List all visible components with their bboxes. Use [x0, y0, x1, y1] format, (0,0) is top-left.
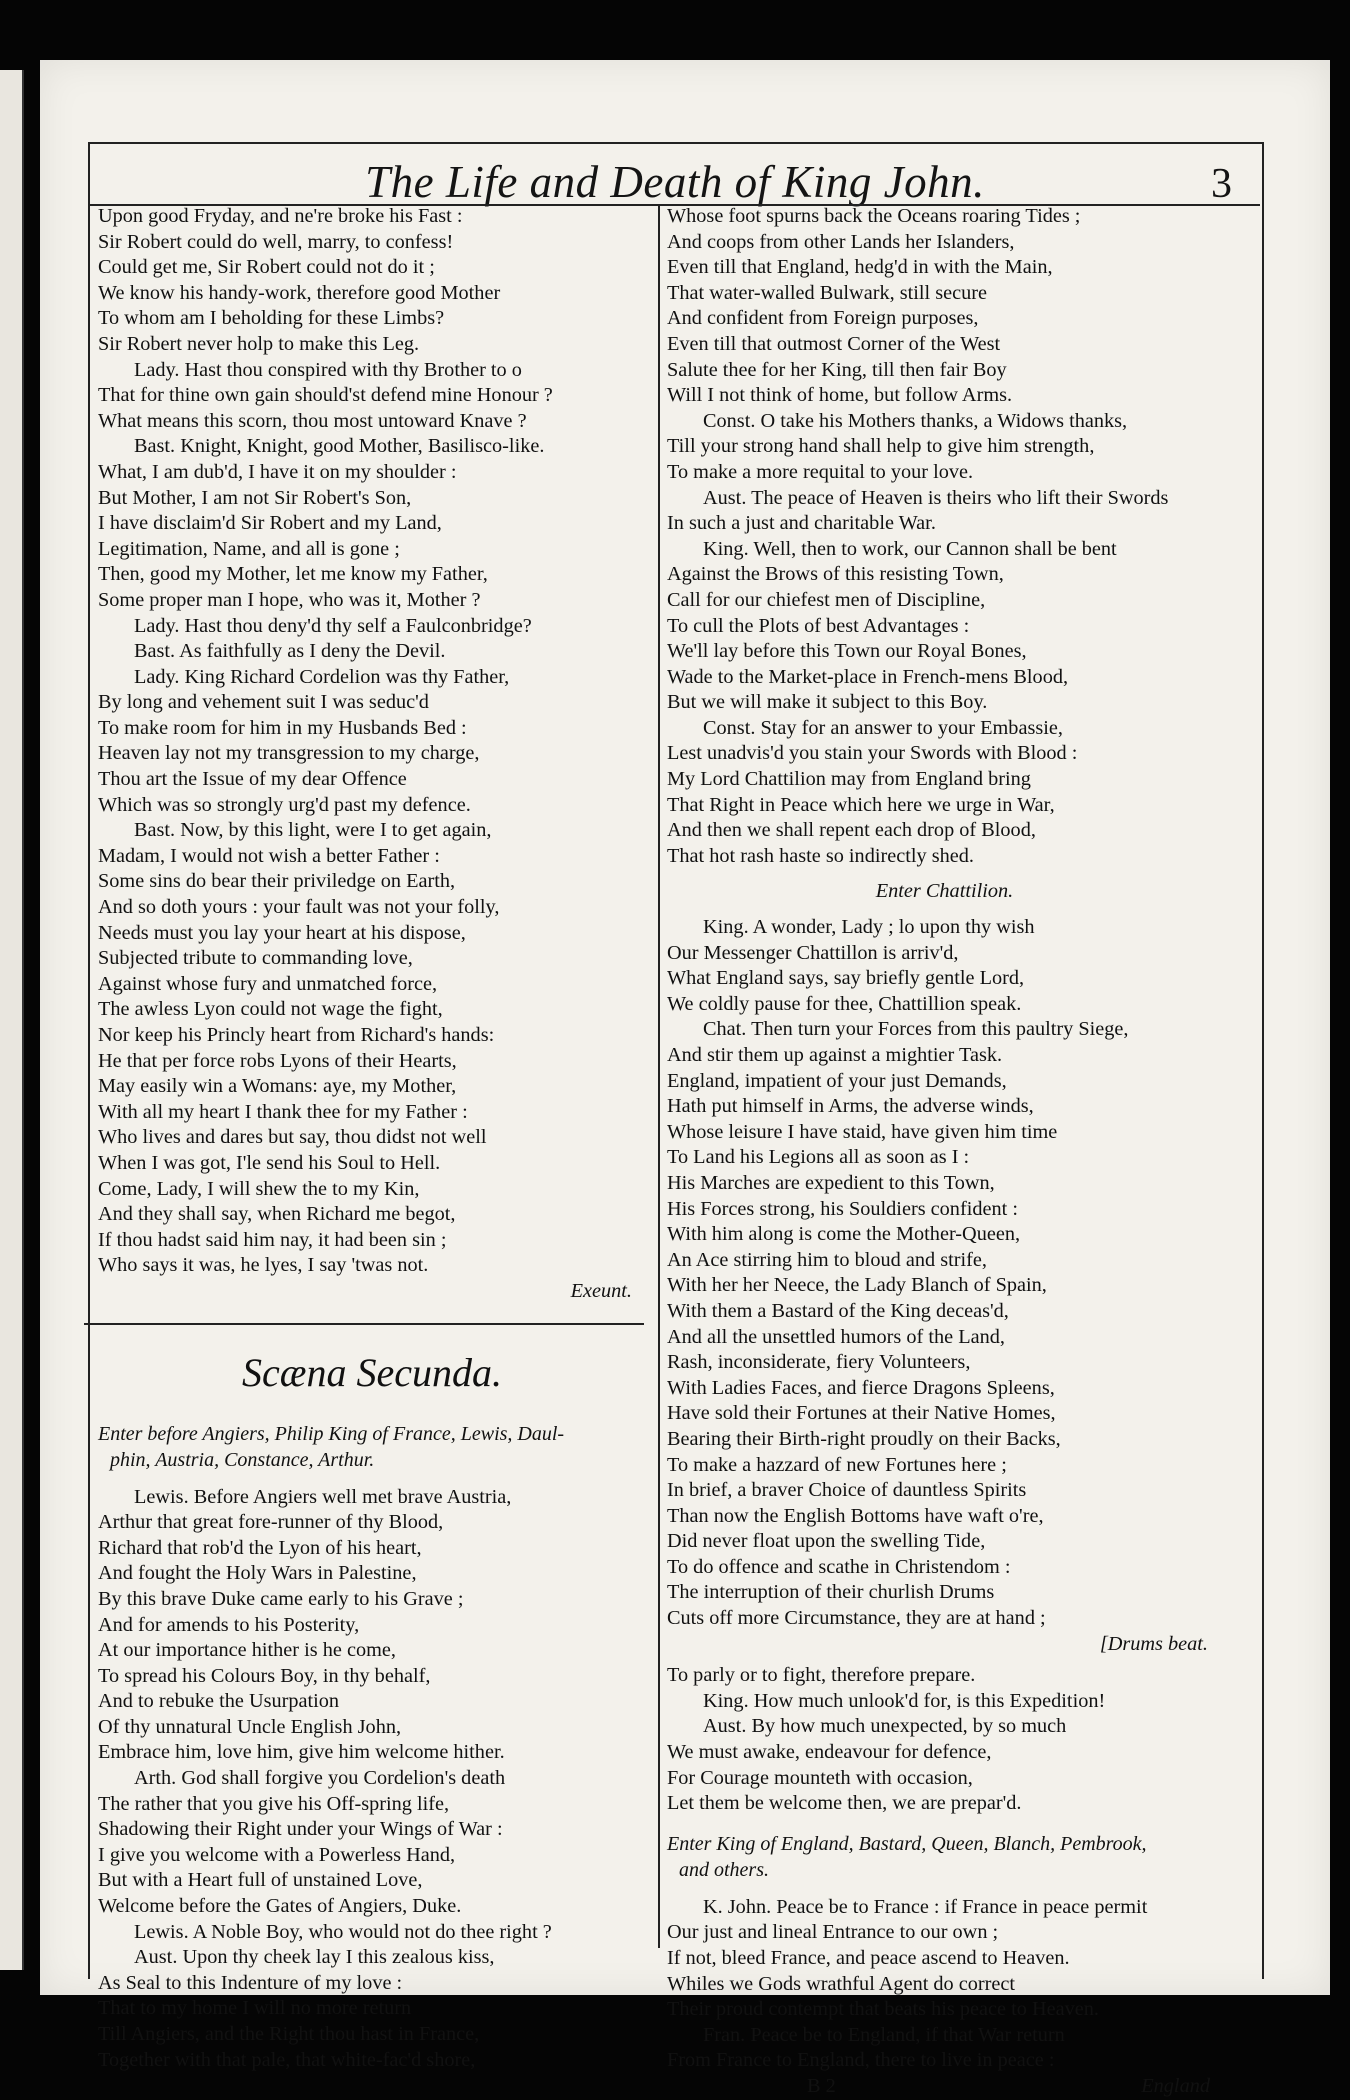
text-line: Our just and lineal Entrance to our own ; [667, 1921, 999, 1944]
text-line: Arthur that great fore-runner of thy Blood, [98, 1511, 444, 1534]
text-line: To make a more requital to your love. [667, 460, 974, 483]
text-line: Their proud contempt that beats his peace to Heaven. [667, 1998, 1099, 2021]
text-line: What England says, say briefly gentle Lord, [667, 967, 1025, 990]
text-line: Against the Brows of this resisting Town, [667, 563, 1004, 586]
text-line: What means this scorn, thou most untoward Knave ? [98, 409, 527, 432]
text-line: Come, Lady, I will shew the to my Kin, [98, 1177, 420, 1200]
text-line: With him along is come the Mother-Queen, [667, 1223, 1021, 1246]
text-line: That water-walled Bulwark, still secure [667, 281, 988, 304]
text-line: Who says it was, he lyes, I say 'twas not. [98, 1254, 429, 1277]
text-line: With her her Neece, the Lady Blanch of Spain, [667, 1274, 1047, 1297]
text-line: To make room for him in my Husbands Bed : [98, 716, 467, 739]
left-text-block-1 [98, 204, 646, 1279]
text-line: Have sold their Fortunes at their Native Homes, [667, 1402, 1056, 1425]
text-line: Bast. Now, by this light, were I to get again, [134, 819, 492, 842]
text-line: Did never float upon the swelling Tide, [667, 1530, 986, 1553]
text-line: Nor keep his Princly heart from Richard's hands: [98, 1024, 495, 1046]
text-line: And all the unsettled humors of the Land, [667, 1325, 1005, 1348]
text-line: The awless Lyon could not wage the fight, [98, 998, 443, 1021]
text-line: King. How much unlook'd for, is this Expedition! [703, 1689, 1106, 1712]
text-line: Embrace him, love him, give him welcome hither. [98, 1741, 505, 1764]
drums-direction: [Drums beat. [1099, 1632, 1208, 1655]
text-line: Lewis. A Noble Boy, who would not do thee right ? [134, 1920, 552, 1943]
text-line: Hath put himself in Arms, the adverse winds, [667, 1095, 1034, 1118]
text-line: Salute thee for her King, till then fair Boy [667, 358, 1007, 381]
text-line: To do offence and scathe in Christendom : [667, 1555, 1011, 1578]
text-line: When I was got, I'le send his Soul to Hell. [98, 1151, 441, 1174]
text-line: His Marches are expedient to this Town, [667, 1171, 995, 1194]
left-column [98, 204, 646, 2073]
text-line: In such a just and charitable War. [667, 512, 936, 535]
text-line: Some sins do bear their priviledge on Earth, [98, 870, 456, 893]
text-line: I give you welcome with a Powerless Hand, [98, 1843, 456, 1866]
text-line: Rash, inconsiderate, fiery Volunteers, [667, 1351, 971, 1374]
text-line: Even till that England, hedg'd in with the Main, [667, 256, 1053, 279]
text-line: Subjected tribute to commanding love, [98, 947, 413, 970]
text-line: To Land his Legions all as soon as I : [667, 1146, 970, 1169]
text-line: K. John. Peace be to France : if France in peace permit [703, 1895, 1148, 1918]
text-line: We'll lay before this Town our Royal Bones, [667, 640, 1027, 663]
entry-chattilion: Enter Chattilion. [875, 880, 1014, 903]
running-title: The Life and Death of King John. [365, 157, 985, 207]
text-line: He that per force robs Lyons of their Hearts, [98, 1049, 457, 1072]
entry-direction [98, 1421, 646, 1473]
text-line: Till your strong hand shall help to give him strength, [667, 435, 1095, 458]
text-line: And they shall say, when Richard me begot, [98, 1203, 456, 1226]
text-line: As Seal to this Indenture of my love : [98, 1971, 403, 1994]
text-line: Against whose fury and unmatched force, [98, 972, 438, 995]
text-line: Than now the English Bottoms have waft o're, [667, 1504, 1044, 1527]
text-line: Sir Robert could do well, marry, to confess! [98, 230, 454, 253]
text-line: But with a Heart full of unstained Love, [98, 1869, 423, 1892]
text-line: His Forces strong, his Souldiers confident : [667, 1197, 1018, 1220]
text-line: And to rebuke the Usurpation [98, 1690, 340, 1713]
text-line: Fran. Peace be to England, if that War return [703, 2023, 1065, 2046]
entry-direction-line: phin, Austria, Constance, Arthur. [110, 1448, 375, 1471]
text-line: If thou hadst said him nay, it had been sin ; [98, 1228, 447, 1251]
text-line: And then we shall repent each drop of Blood, [667, 819, 1036, 842]
text-line: And coops from other Lands her Islanders, [667, 230, 1015, 253]
text-line: King. A wonder, Lady ; lo upon thy wish [703, 916, 1035, 939]
text-line: An Ace stirring him to bloud and strife, [667, 1248, 987, 1271]
text-line: Chat. Then turn your Forces from this paultry Siege, [703, 1018, 1129, 1041]
text-line: From France to England, there to live in peace : [667, 2049, 1055, 2072]
text-line: That for thine own gain should'st defend mine Honour ? [98, 384, 553, 407]
page-number: 3 [1211, 161, 1232, 207]
text-line: Bast. As faithfully as I deny the Devil. [134, 640, 446, 663]
text-line: Needs must you lay your heart at his dispose, [98, 921, 466, 944]
text-line: And so doth yours : your fault was not your folly, [98, 896, 500, 919]
text-line: What, I am dub'd, I have it on my shoulder : [98, 460, 457, 483]
text-line: Which was so strongly urg'd past my defence. [98, 793, 471, 816]
right-text-block-3 [667, 1663, 1222, 1817]
text-line: Const. Stay for an answer to your Embassie, [703, 716, 1063, 739]
text-line: King. Well, then to work, our Cannon shall be bent [703, 537, 1117, 560]
text-line: To spread his Colours Boy, in thy behalf, [98, 1664, 431, 1687]
text-line: Will I not think of home, but follow Arms. [667, 384, 1013, 407]
text-line: Shadowing their Right under your Wings of War : [98, 1818, 503, 1841]
entry-direction-line: Enter before Angiers, Philip King of France, Lewis, Daul- [98, 1422, 565, 1445]
text-line: We coldly pause for thee, Chattillion speak. [667, 992, 1022, 1015]
text-line: Aust. The peace of Heaven is theirs who lift their Swords [703, 486, 1169, 509]
text-line: Thou art the Issue of my dear Offence [98, 768, 407, 791]
text-line: To whom am I beholding for these Limbs? [98, 307, 445, 330]
text-line: And stir them up against a mightier Task. [667, 1044, 1003, 1066]
catchword: England [1141, 2074, 1210, 2097]
text-line: If not, bleed France, and peace ascend to Heaven. [667, 1947, 1070, 1969]
text-line: The rather that you give his Off-spring life, [98, 1792, 450, 1815]
signature-mark: B 2 [807, 2074, 836, 2097]
text-line: Cuts off more Circumstance, they are at hand ; [667, 1607, 1046, 1630]
text-line: With all my heart I thank thee for my Father : [98, 1100, 468, 1123]
column-divider [658, 206, 660, 1948]
text-line: Of thy unnatural Uncle English John, [98, 1715, 402, 1738]
text-line: Call for our chiefest men of Discipline, [667, 588, 986, 611]
text-line: Then, good my Mother, let me know my Father, [98, 563, 488, 586]
adjacent-page-edge [0, 70, 24, 1970]
section-rule [84, 1323, 644, 1325]
text-line: Wade to the Market-place in French-mens Blood, [667, 665, 1069, 688]
text-line: And fought the Holy Wars in Palestine, [98, 1562, 417, 1585]
right-text-block-1 [667, 204, 1222, 869]
text-line: May easily win a Womans: aye, my Mother, [98, 1075, 457, 1098]
text-line: My Lord Chattilion may from England bring [667, 768, 1031, 791]
text-line: Lest unadvis'd you stain your Swords with Blood : [667, 742, 1078, 765]
text-line: Lady. Hast thou conspired with thy Brother to o [134, 358, 522, 381]
text-line: Arth. God shall forgive you Cordelion's death [134, 1767, 506, 1790]
text-line: Who lives and dares but say, thou didst not well [98, 1126, 487, 1149]
text-line: We must awake, endeavour for defence, [667, 1741, 992, 1764]
text-line: By long and vehement suit I was seduc'd [98, 691, 429, 714]
entry-king-direction [667, 1831, 1222, 1883]
footer-line [667, 2074, 1222, 2100]
text-line: The interruption of their churlish Drums [667, 1581, 995, 1604]
text-line: Const. O take his Mothers thanks, a Widows thanks, [703, 409, 1128, 432]
exit-direction: Exeunt. [570, 1279, 632, 1302]
text-line: Lewis. Before Angiers well met brave Austria, [134, 1485, 512, 1508]
text-line: Legitimation, Name, and all is gone ; [98, 537, 400, 560]
text-line: Madam, I would not wish a better Father : [98, 844, 440, 867]
text-line: Bast. Knight, Knight, good Mother, Basilisco-like. [134, 435, 545, 458]
text-line: With them a Bastard of the King deceas'd, [667, 1299, 1009, 1322]
text-line: Heaven lay not my transgression to my charge, [98, 742, 480, 765]
text-line: Sir Robert never holp to make this Leg. [98, 332, 420, 355]
text-line: Whose foot spurns back the Oceans roaring Tides ; [667, 205, 1081, 227]
text-line: But we will make it subject to this Boy. [667, 691, 988, 714]
text-line: Aust. Upon thy cheek lay I this zealous kiss, [134, 1946, 495, 1969]
text-line: I have disclaim'd Sir Robert and my Land, [98, 512, 442, 535]
right-text-block-2 [667, 915, 1222, 1632]
text-line: And for amends to his Posterity, [98, 1613, 360, 1636]
text-line: Let them be welcome then, we are prepar'd. [667, 1792, 1022, 1815]
text-line: That to my home I will no more return [98, 1997, 412, 2020]
text-line: With Ladies Faces, and fierce Dragons Spleens, [667, 1376, 1055, 1399]
scene-title: Scæna Secunda. [242, 1349, 502, 1395]
text-line: England, impatient of your just Demands, [667, 1069, 1007, 1092]
right-text-block-4 [667, 1895, 1222, 2074]
text-line: That hot rash haste so indirectly shed. [667, 844, 974, 867]
text-line: Whiles we Gods wrathful Agent do correct [667, 1972, 1016, 1995]
left-text-block-2 [98, 1485, 646, 2074]
text-line: And confident from Foreign purposes, [667, 307, 979, 330]
text-line: But Mother, I am not Sir Robert's Son, [98, 486, 412, 509]
text-line: To cull the Plots of best Advantages : [667, 614, 970, 637]
text-line: Even till that outmost Corner of the West [667, 332, 1001, 355]
text-line: Till Angiers, and the Right thou hast in France, [98, 2023, 480, 2045]
text-line: We know his handy-work, therefore good Mother [98, 281, 501, 304]
text-line: Lady. Hast thou deny'd thy self a Faulconbridge? [134, 614, 532, 637]
entry-direction-line: Enter King of England, Bastard, Queen, Blanch, Pembrook, [667, 1832, 1147, 1855]
text-line: To parly or to fight, therefore prepare. [667, 1664, 976, 1687]
text-line: Could get me, Sir Robert could not do it ; [98, 256, 435, 279]
text-line: Whose leisure I have staid, have given him time [667, 1120, 1058, 1143]
right-column [667, 204, 1222, 2100]
entry-direction-line: and others. [679, 1858, 769, 1881]
text-line: That Right in Peace which here we urge in War, [667, 793, 1055, 816]
text-line: Some proper man I hope, who was it, Mother ? [98, 588, 481, 611]
text-line: Lady. King Richard Cordelion was thy Father, [134, 665, 510, 688]
text-line: Our Messenger Chattillon is arriv'd, [667, 941, 959, 964]
text-line: Together with that pale, that white-fac'd shore, [98, 2048, 476, 2071]
text-line: Upon good Fryday, and ne're broke his Fast : [98, 205, 463, 227]
text-line: Welcome before the Gates of Angiers, Duke. [98, 1895, 462, 1918]
text-line: Bearing their Birth-right proudly on their Backs, [667, 1427, 1061, 1450]
text-line: At our importance hither is he come, [98, 1639, 396, 1662]
text-line: Aust. By how much unexpected, by so much [703, 1715, 1067, 1738]
text-line: Richard that rob'd the Lyon of his heart, [98, 1536, 422, 1559]
text-line: In brief, a braver Choice of dauntless Spirits [667, 1479, 1027, 1502]
text-line: By this brave Duke came early to his Grave ; [98, 1587, 464, 1610]
text-line: To make a hazzard of new Fortunes here ; [667, 1453, 1007, 1476]
text-line: For Courage mounteth with occasion, [667, 1766, 973, 1789]
